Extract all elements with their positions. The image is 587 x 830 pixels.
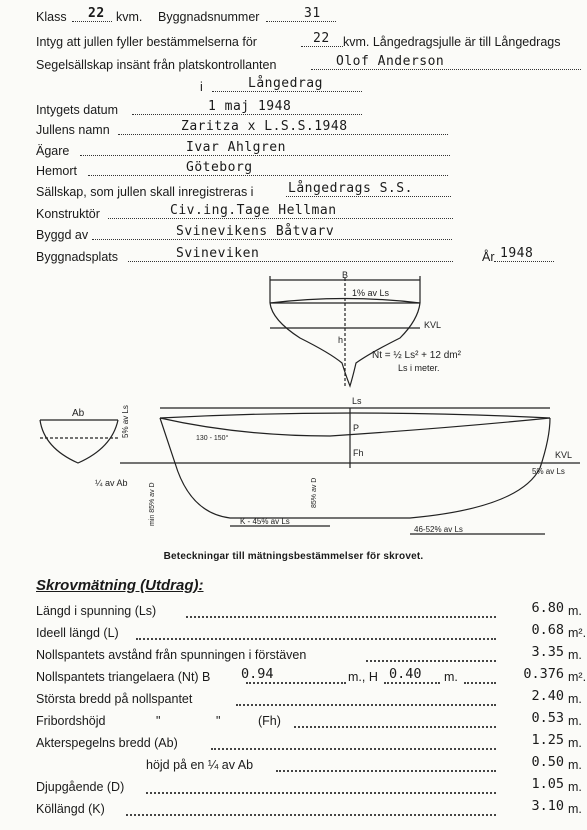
measure-value[interactable]: 0.50 — [531, 754, 564, 770]
measure-value[interactable]: 6.80 — [531, 600, 564, 616]
measure-row — [36, 711, 587, 731]
measure-unit: m². — [568, 626, 587, 640]
sallskap-row — [36, 183, 587, 201]
label-pct5-ls: 5% av Ls — [121, 405, 130, 438]
sallskap-value[interactable]: Långedrags S.S. — [288, 181, 413, 196]
datum-row — [36, 101, 587, 119]
fribord-quote1: " — [156, 714, 161, 728]
byggnadsnummer-label: Byggnadsnummer — [158, 10, 260, 24]
measure-label: Ideell längd (L) — [36, 626, 119, 640]
klass-row — [36, 8, 587, 26]
i-row — [36, 78, 587, 96]
measure-label: höjd på en ¼ av Ab — [146, 758, 254, 772]
measure-value[interactable]: 3.35 — [531, 644, 564, 660]
diagram-caption: Beteckningar till mätningsbestämmelser för skrovet. — [163, 551, 424, 562]
klass-value[interactable]: 22 — [88, 6, 105, 21]
measure-row — [36, 755, 587, 775]
measure-value[interactable]: 1.25 — [531, 732, 564, 748]
klass-unit: kvm. — [116, 10, 143, 24]
datum-value[interactable]: 1 maj 1948 — [208, 99, 292, 114]
measure-row — [36, 601, 587, 621]
label-pct85-d: 85% av D — [311, 477, 318, 508]
label-ls-meter: Ls i meter. — [398, 363, 440, 373]
byggd-row — [36, 226, 587, 244]
plats-row — [36, 248, 587, 266]
agare-label: Ägare — [36, 144, 70, 158]
measure-label: Nollspantets avstånd från spunningen i förstäven — [36, 648, 307, 662]
hemort-row — [36, 162, 587, 180]
measure-unit: m². — [568, 670, 587, 684]
measure-value[interactable]: 1.05 — [531, 776, 564, 792]
datum-label: Intygets datum — [36, 103, 118, 117]
intyg-post: kvm. Långedragsjulle är till Långedrags — [343, 35, 561, 49]
konstruktor-label: Konstruktör — [36, 207, 100, 221]
namn-value[interactable]: Zaritza x L.S.S.1948 — [181, 119, 348, 134]
measure-row — [36, 799, 587, 819]
measure-row — [36, 645, 587, 665]
measure-row — [36, 667, 587, 687]
measure-row — [36, 733, 587, 753]
intyg-value[interactable]: 22 — [313, 31, 330, 46]
sallskap-label: Sällskap, som jullen skall inregistreras i — [36, 185, 254, 199]
label-pct5-ls-b: 5% av Ls — [532, 467, 565, 476]
plats-value[interactable]: Svineviken — [176, 246, 260, 261]
label-p: P — [353, 423, 360, 433]
label-angle: 130 - 150° — [196, 435, 229, 442]
measure-label: Längd i spunning (Ls) — [36, 604, 157, 618]
nt-m2: m. — [444, 670, 458, 684]
segel-label: Segelsällskap insänt från platskontrollanten — [36, 58, 277, 72]
measure-unit: m. — [568, 758, 582, 772]
measure-label: Nollspantets triangelaera (Nt) B — [36, 670, 211, 684]
ar-label: År — [482, 250, 495, 264]
measure-unit: m. — [568, 736, 582, 750]
label-kvl: KVL — [555, 450, 573, 460]
measure-label: Köllängd (K) — [36, 802, 105, 816]
measure-unit: m. — [568, 780, 582, 794]
label-fh: Fh — [353, 448, 364, 458]
measure-unit: m. — [568, 802, 582, 816]
klass-label: Klass — [36, 10, 67, 24]
nt-h-value[interactable]: 0.40 — [389, 666, 422, 682]
measure-row — [36, 623, 587, 643]
plats-label: Byggnadsplats — [36, 250, 119, 264]
measure-unit: m. — [568, 714, 582, 728]
label-h: h — [338, 335, 344, 345]
nt-m1: m., H — [348, 670, 378, 684]
measure-label: Fribordshöjd — [36, 714, 106, 728]
hemort-label: Hemort — [36, 164, 77, 178]
segel-row — [36, 56, 587, 74]
label-nt-formula: Nt = ½ Ls² + 12 dm² — [372, 350, 461, 361]
fribord-quote2: " — [216, 714, 221, 728]
i-value[interactable]: Långedrag — [248, 76, 323, 91]
konstruktor-value[interactable]: Civ.ing.Tage Hellman — [170, 203, 337, 218]
fribord-fh: (Fh) — [258, 714, 281, 728]
byggnadsnummer-value[interactable]: 31 — [304, 6, 321, 21]
measure-value[interactable]: 0.376 — [523, 666, 564, 682]
nt-b-value[interactable]: 0.94 — [241, 666, 274, 682]
measure-label: Akterspegelns bredd (Ab) — [36, 736, 178, 750]
label-ab: Ab — [72, 408, 85, 419]
measure-unit: m. — [568, 648, 582, 662]
i-label: i — [200, 80, 203, 94]
measure-row — [36, 777, 587, 797]
section-title: Skrovmätning (Utdrag): — [36, 577, 204, 594]
label-pct85-d-left: min 85% av D — [149, 482, 156, 526]
transom-view — [40, 405, 130, 488]
ar-value[interactable]: 1948 — [500, 246, 534, 261]
measure-value[interactable]: 3.10 — [531, 798, 564, 814]
label-b: B — [342, 270, 349, 280]
agare-row — [36, 142, 587, 160]
namn-label: Jullens namn — [36, 123, 110, 137]
label-k: K - 45% av Ls — [240, 517, 290, 526]
label-kvl-top: KVL — [424, 320, 442, 330]
measure-label: Största bredd på nollspantet — [36, 692, 193, 706]
segel-value[interactable]: Olof Anderson — [336, 54, 445, 69]
measure-value[interactable]: 0.68 — [531, 622, 564, 638]
measure-label: Djupgående (D) — [36, 780, 125, 794]
intyg-pre: Intyg att jullen fyller bestämmelserna för — [36, 35, 257, 49]
label-quarter-ab: ¼ av Ab — [95, 478, 128, 488]
agare-value[interactable]: Ivar Ahlgren — [186, 140, 286, 155]
label-ls: Ls — [352, 396, 362, 406]
midship-section — [270, 270, 462, 386]
hull-diagram — [0, 268, 587, 548]
hemort-value[interactable]: Göteborg — [186, 160, 253, 175]
namn-row — [36, 121, 587, 139]
byggd-value[interactable]: Svinevikens Båtvarv — [176, 224, 335, 239]
hull-profile — [120, 396, 580, 534]
label-bottom: 46-52% av Ls — [414, 525, 463, 534]
measure-value[interactable]: 0.53 — [531, 710, 564, 726]
intyg-row — [36, 33, 587, 51]
measure-value[interactable]: 2.40 — [531, 688, 564, 704]
measure-row — [36, 689, 587, 709]
konstruktor-row — [36, 205, 587, 223]
label-pct-ls: 1% av Ls — [352, 288, 390, 298]
byggd-label: Byggd av — [36, 228, 89, 242]
measure-unit: m. — [568, 604, 582, 618]
measure-unit: m. — [568, 692, 582, 706]
